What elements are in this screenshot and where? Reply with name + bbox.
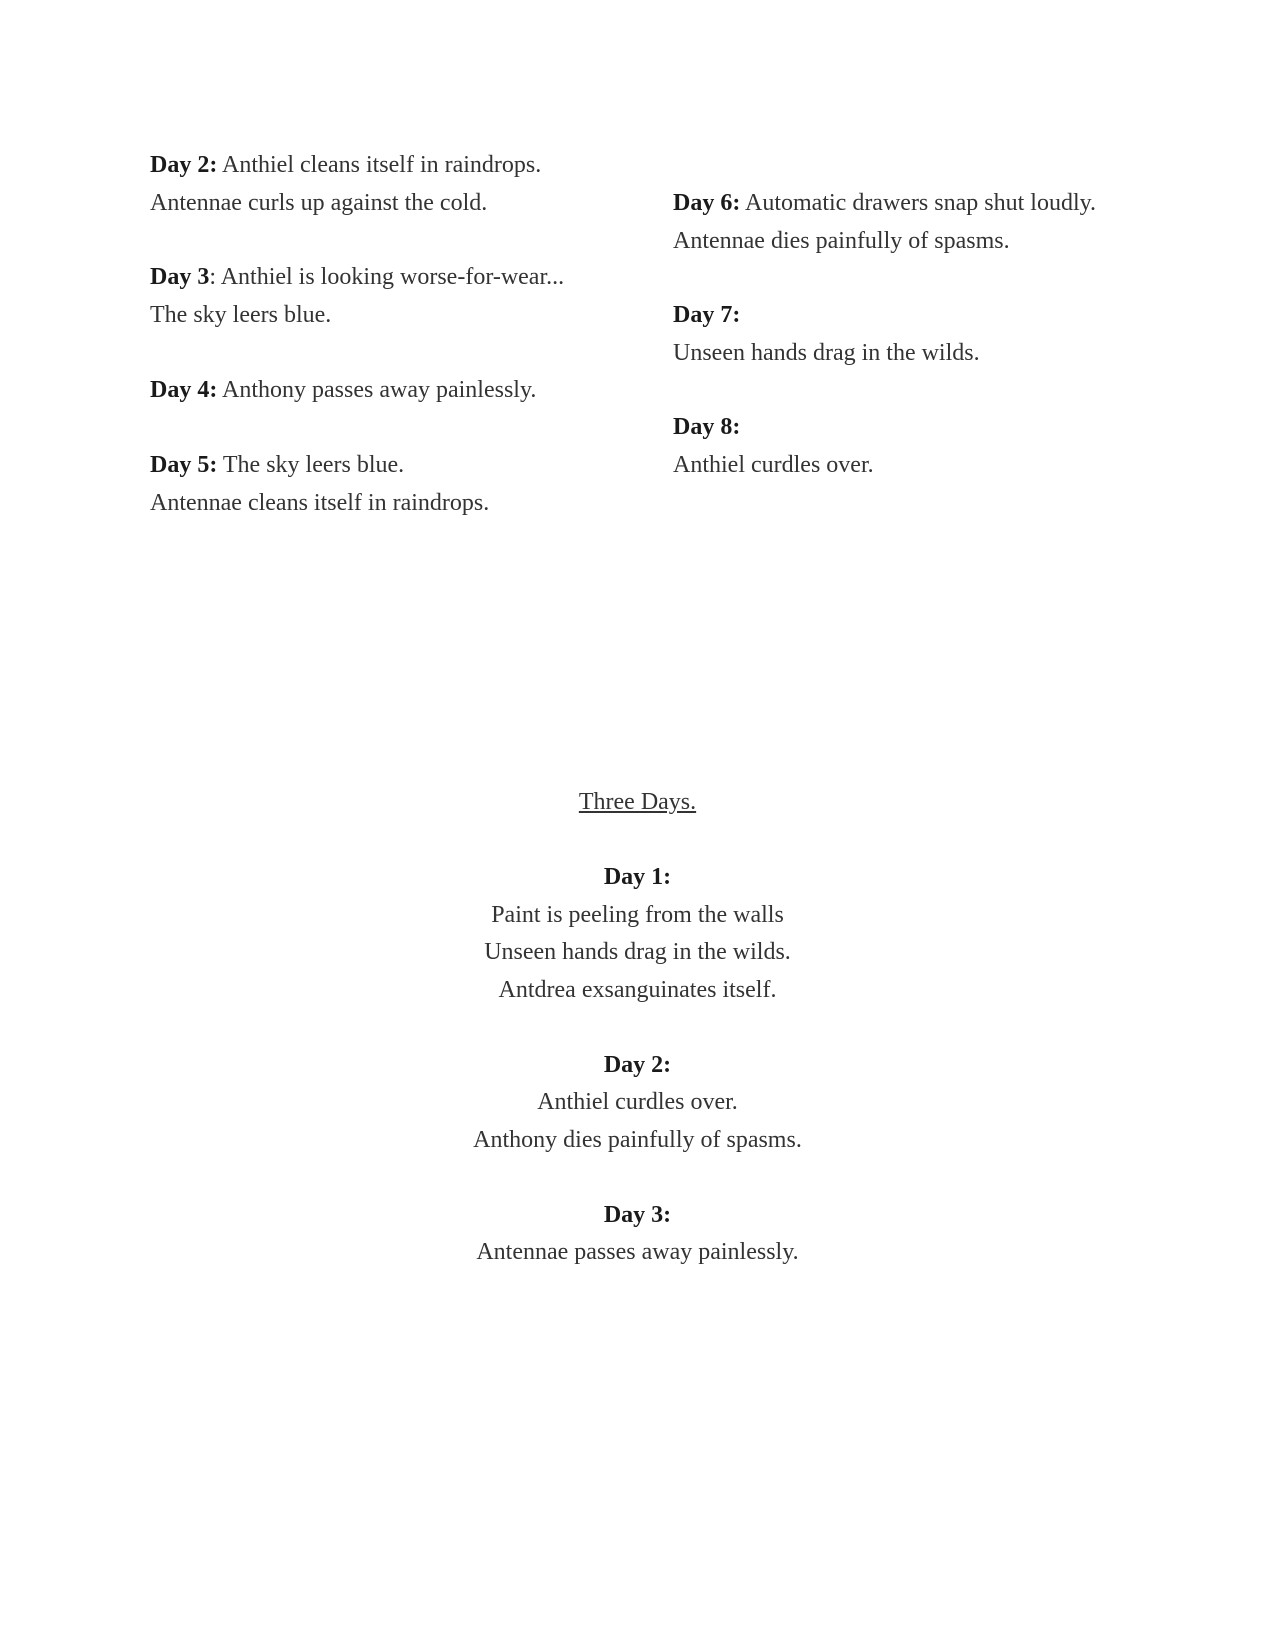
poem-day1-line3: Antdrea exsanguinates itself. [498, 977, 777, 1003]
left-day4-text: Anthony passes away painlessly. [217, 377, 537, 403]
left-day5-label: Day 5: [150, 452, 218, 478]
left-day3-line2: The sky leers blue. [150, 302, 332, 328]
right-day7-line2: Unseen hands drag in the wilds. [673, 340, 980, 366]
poem-day1-line1: Paint is peeling from the walls [491, 902, 784, 928]
left-day2-text: Anthiel cleans itself in raindrops. [217, 152, 542, 178]
poem-day1-label: Day 1: [603, 864, 672, 890]
right-day7-label: Day 7: [673, 302, 741, 328]
poem-day2-line2: Anthony dies painfully of spasms. [473, 1127, 802, 1153]
left-day2-line1 [150, 150, 541, 180]
left-day5-text: The sky leers blue. [217, 452, 405, 478]
right-day6-line1 [673, 188, 1096, 218]
left-day3-label: Day 3 [150, 264, 210, 290]
right-day8-line2: Anthiel curdles over. [673, 452, 874, 478]
left-day2-line2: Antennae curls up against the cold. [150, 190, 488, 216]
poem-day2-label: Day 2: [603, 1052, 672, 1078]
right-day8-label: Day 8: [673, 414, 741, 440]
poem-day2-line1: Anthiel curdles over. [537, 1089, 738, 1115]
poem-title [0, 787, 1275, 817]
right-day6-line2: Antennae dies painfully of spasms. [673, 228, 1010, 254]
left-day4-label: Day 4: [150, 377, 218, 403]
right-day6-label: Day 6: [673, 190, 741, 216]
left-day3-text: : Anthiel is looking worse-for-wear... [209, 264, 565, 290]
left-day2-label: Day 2: [150, 152, 218, 178]
poem-title-text: Three Days. [578, 789, 697, 815]
poem-day1-line2: Unseen hands drag in the wilds. [484, 939, 791, 965]
right-day6-text: Automatic drawers snap shut loudly. [740, 190, 1097, 216]
left-day5-line1 [150, 450, 404, 480]
poem-day3-line1: Antennae passes away painlessly. [476, 1239, 799, 1265]
left-day4-line1 [150, 375, 536, 405]
left-day5-line2: Antennae cleans itself in raindrops. [150, 490, 490, 516]
poem-day3-label: Day 3: [603, 1202, 672, 1228]
left-day3-line1 [150, 262, 564, 292]
